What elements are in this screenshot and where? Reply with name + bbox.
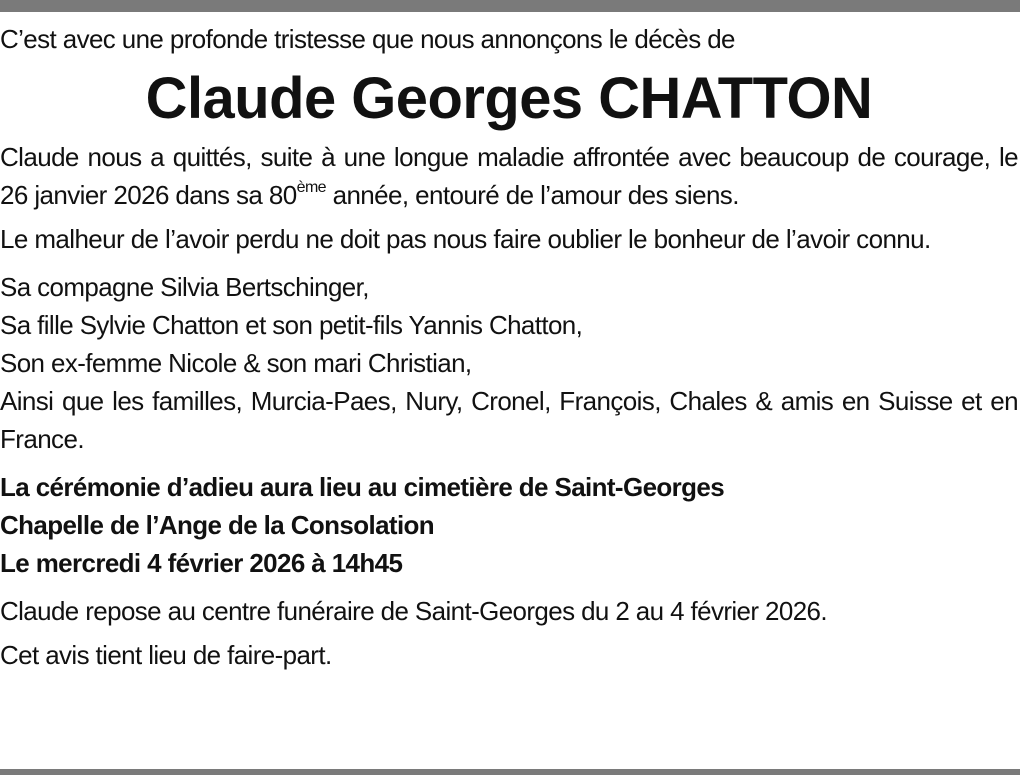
family-line: Sa fille Sylvie Chatton et son petit-fils Yannis Chatton, (0, 310, 583, 340)
closing-note: Cet avis tient lieu de faire-part. (0, 640, 332, 670)
paragraph-passing-text: Claude nous a quittés, suite à une longue maladie affrontée avec beaucoup de courage, le 26 janvier 2026 dans sa 80 (0, 142, 1018, 210)
top-rule (0, 0, 1020, 12)
paragraph-memory: Le malheur de l’avoir perdu ne doit pas nous faire oublier le bonheur de l’avoir connu. (0, 224, 931, 254)
rest-location: Claude repose au centre funéraire de Saint-Georges du 2 au 4 février 2026. (0, 596, 827, 626)
family-line: Son ex-femme Nicole & son mari Christian, (0, 348, 472, 378)
death-notice (0, 14, 1018, 674)
paragraph-passing-end: année, entouré de l’amour des siens. (325, 180, 739, 210)
ceremony-line: Le mercredi 4 février 2026 à 14h45 (0, 548, 403, 578)
deceased-name: Claude Georges CHATTON (145, 66, 873, 131)
intro-text: C’est avec une profonde tristesse que nous annonçons le décès de (0, 24, 735, 54)
bottom-rule (0, 769, 1020, 775)
ordinal-suffix: ème (296, 179, 326, 196)
paragraph-passing (0, 138, 1018, 214)
ceremony-line: Chapelle de l’Ange de la Consolation (0, 510, 435, 540)
family-line: Ainsi que les familles, Murcia-Paes, Nury, Cronel, François, Chales & amis en Suisse et en France. (0, 386, 1018, 454)
ceremony-line: La cérémonie d’adieu aura lieu au cimetière de Saint-Georges (0, 472, 725, 502)
family-line: Sa compagne Silvia Bertschinger, (0, 272, 369, 302)
family-list (0, 268, 1018, 458)
ceremony-details (0, 468, 1018, 582)
